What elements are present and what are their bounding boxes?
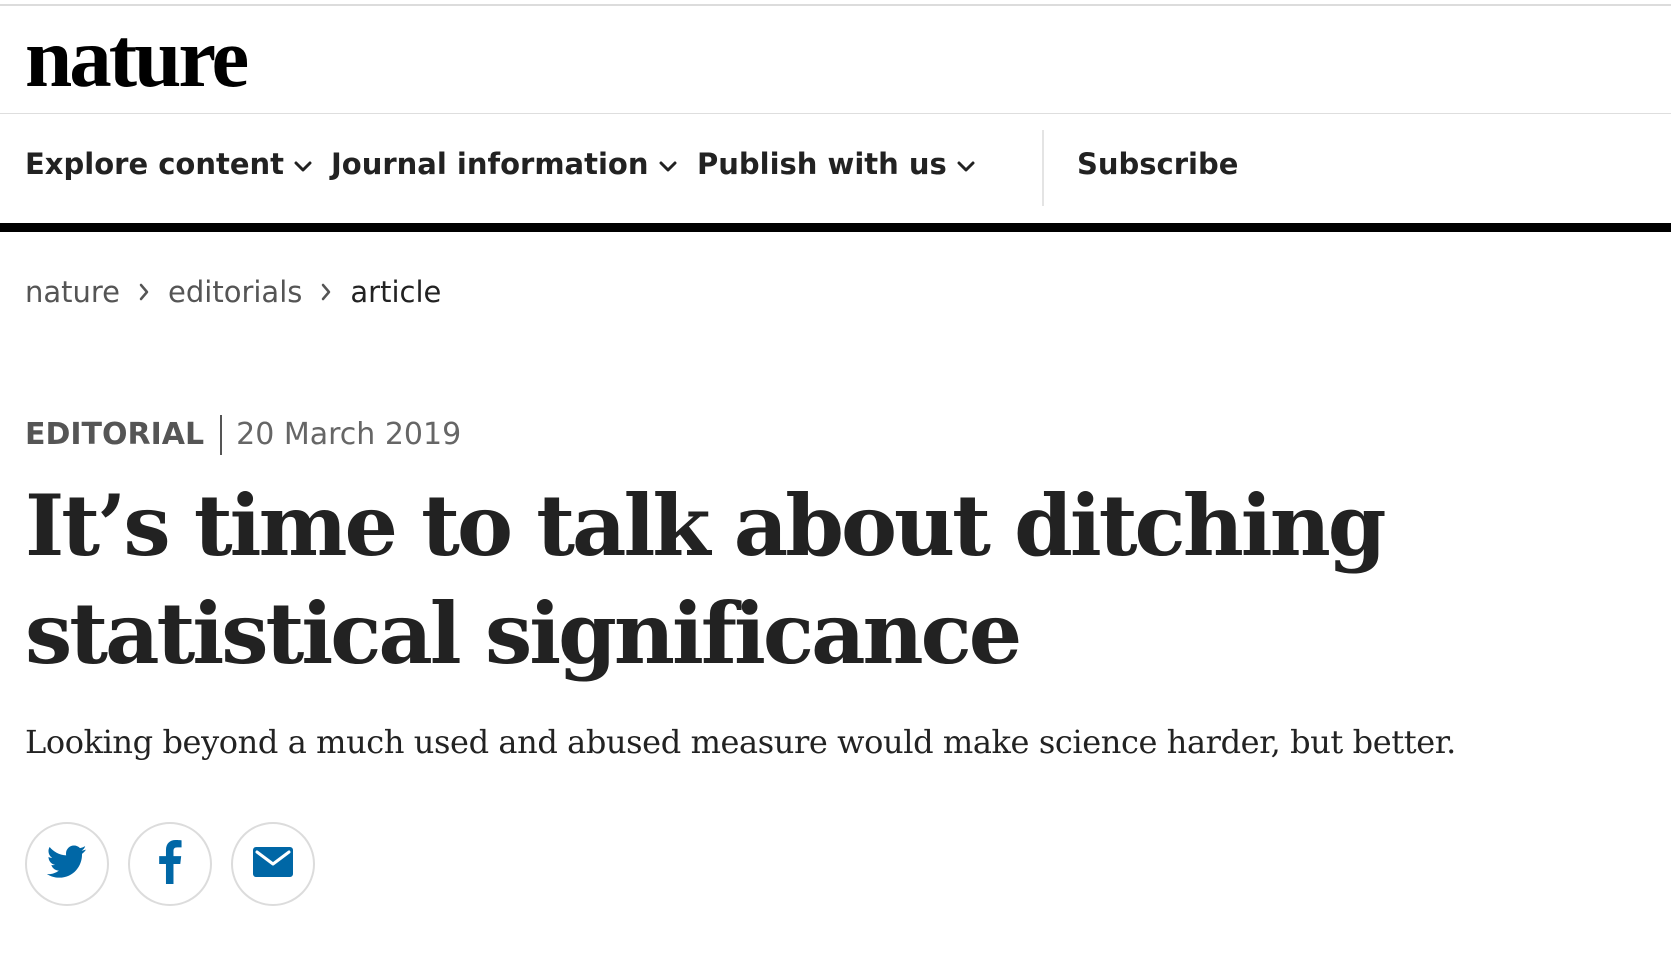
meta-divider	[220, 415, 222, 455]
article-standfirst: Looking beyond a much used and abused measure would make science harder, but better.	[25, 723, 1456, 761]
article-type: EDITORIAL	[25, 417, 205, 452]
publication-date: 20 March 2019	[236, 417, 462, 452]
facebook-icon	[157, 840, 183, 889]
article-meta	[25, 415, 461, 455]
share-twitter-button[interactable]	[25, 822, 109, 906]
nav-journal-information-label: Journal information	[331, 147, 649, 181]
main-nav	[0, 128, 1671, 208]
nav-bottom-rule	[0, 223, 1671, 232]
share-facebook-button[interactable]	[128, 822, 212, 906]
header-divider	[0, 113, 1671, 114]
breadcrumb-nature[interactable]: nature	[25, 275, 121, 309]
nav-journal-information[interactable]	[331, 147, 677, 181]
chevron-down-icon	[957, 149, 975, 178]
breadcrumb	[25, 274, 441, 310]
chevron-down-icon	[659, 149, 677, 178]
share-email-button[interactable]	[231, 822, 315, 906]
nav-subscribe[interactable]: Subscribe	[1077, 147, 1239, 181]
chevron-down-icon	[294, 149, 312, 178]
nav-publish-with-us[interactable]	[697, 147, 975, 181]
top-border	[0, 4, 1671, 6]
nav-publish-with-us-label: Publish with us	[697, 147, 947, 181]
breadcrumb-editorials[interactable]: editorials	[168, 275, 303, 309]
chevron-right-icon	[138, 275, 150, 311]
nav-divider	[1042, 130, 1044, 206]
chevron-right-icon	[320, 275, 332, 311]
email-icon	[253, 847, 293, 882]
article-title: It’s time to talk about ditching statistical significance	[25, 476, 1384, 683]
site-logo[interactable]: nature	[25, 11, 247, 105]
breadcrumb-article: article	[350, 275, 442, 309]
nav-explore-content-label: Explore content	[25, 147, 285, 181]
twitter-icon	[47, 845, 87, 884]
nav-explore-content[interactable]	[25, 147, 312, 181]
